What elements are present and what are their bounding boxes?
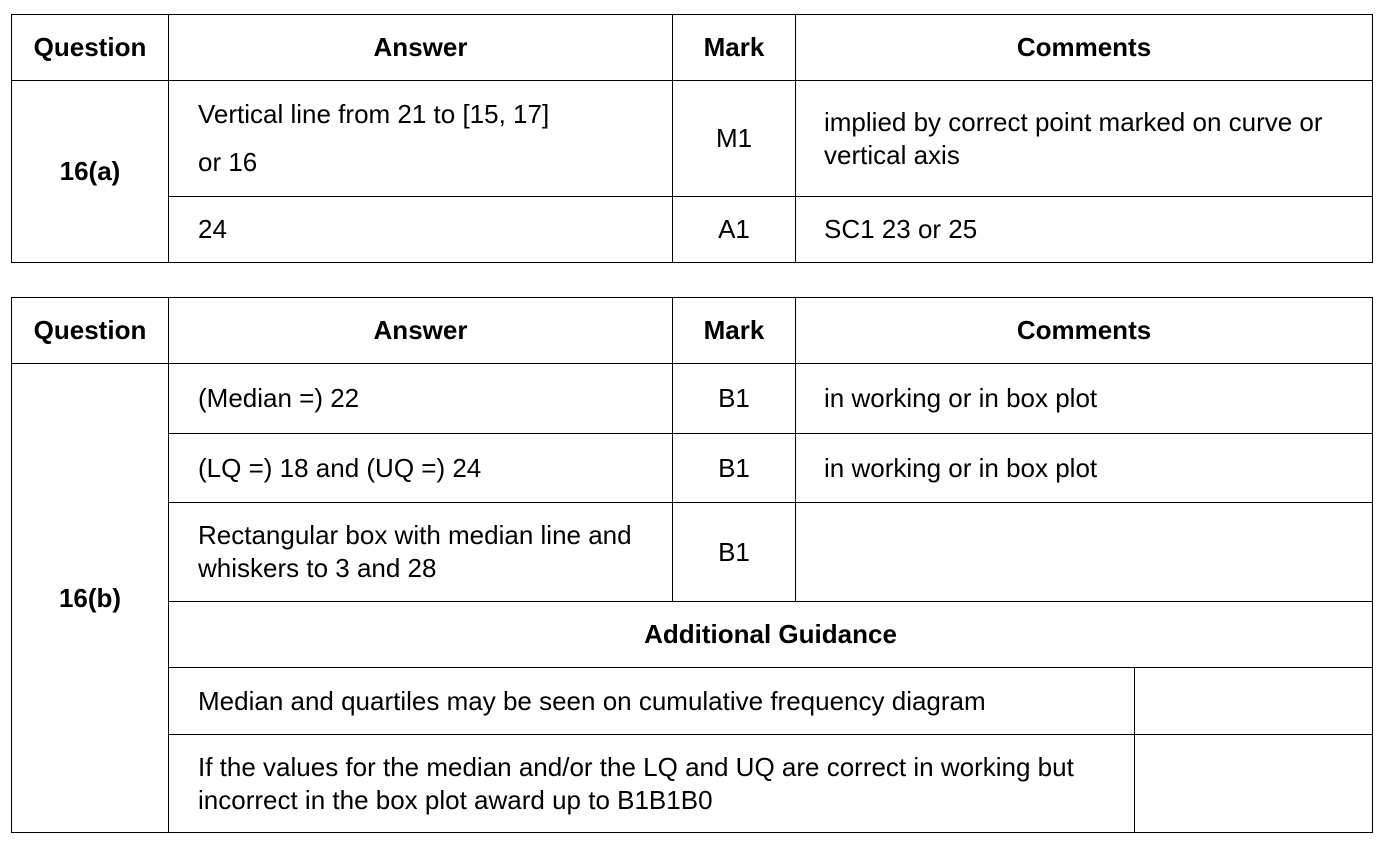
mark-cell: M1	[673, 81, 796, 197]
mark-cell: B1	[673, 434, 796, 503]
additional-guidance-title: Additional Guidance	[169, 602, 1373, 668]
header-row	[12, 15, 1373, 81]
mark-cell: A1	[673, 197, 796, 263]
answer-cell: 24	[169, 197, 673, 263]
guidance-text: Median and quartiles may be seen on cumulative frequency diagram	[169, 668, 1135, 735]
header-question: Question	[12, 15, 169, 81]
header-comments: Comments	[796, 15, 1373, 81]
mark-scheme-table-16b	[11, 297, 1373, 833]
guidance-header-row	[12, 602, 1373, 668]
comment-cell: in working or in box plot	[796, 434, 1373, 503]
comment-cell: SC1 23 or 25	[796, 197, 1373, 263]
answer-cell	[169, 81, 673, 197]
mark-cell: B1	[673, 364, 796, 434]
table-row	[12, 81, 1373, 197]
guidance-row	[12, 668, 1373, 735]
guidance-text: If the values for the median and/or the LQ and UQ are correct in working but incorrect in the box plot award up to B1B1B0	[169, 735, 1135, 833]
mark-scheme-table-16a	[11, 14, 1373, 263]
header-question: Question	[12, 298, 169, 364]
table-row	[12, 434, 1373, 503]
header-comments: Comments	[796, 298, 1373, 364]
comment-cell: implied by correct point marked on curve or vertical axis	[796, 81, 1373, 197]
header-mark: Mark	[673, 15, 796, 81]
comment-cell: in working or in box plot	[796, 364, 1373, 434]
answer-line: or 16	[198, 147, 258, 177]
guidance-blank-cell	[1135, 735, 1373, 833]
answer-cell: (LQ =) 18 and (UQ =) 24	[169, 434, 673, 503]
mark-cell: B1	[673, 503, 796, 602]
question-number: 16(a)	[12, 81, 169, 263]
answer-cell: (Median =) 22	[169, 364, 673, 434]
table-row	[12, 364, 1373, 434]
header-answer: Answer	[169, 298, 673, 364]
table-row	[12, 503, 1373, 602]
header-mark: Mark	[673, 298, 796, 364]
table-row	[12, 197, 1373, 263]
answer-cell: Rectangular box with median line and whiskers to 3 and 28	[169, 503, 673, 602]
header-answer: Answer	[169, 15, 673, 81]
comment-cell	[796, 503, 1373, 602]
guidance-blank-cell	[1135, 668, 1373, 735]
question-number: 16(b)	[12, 364, 169, 833]
answer-line: Vertical line from 21 to [15, 17]	[198, 99, 550, 129]
header-row	[12, 298, 1373, 364]
guidance-row	[12, 735, 1373, 833]
